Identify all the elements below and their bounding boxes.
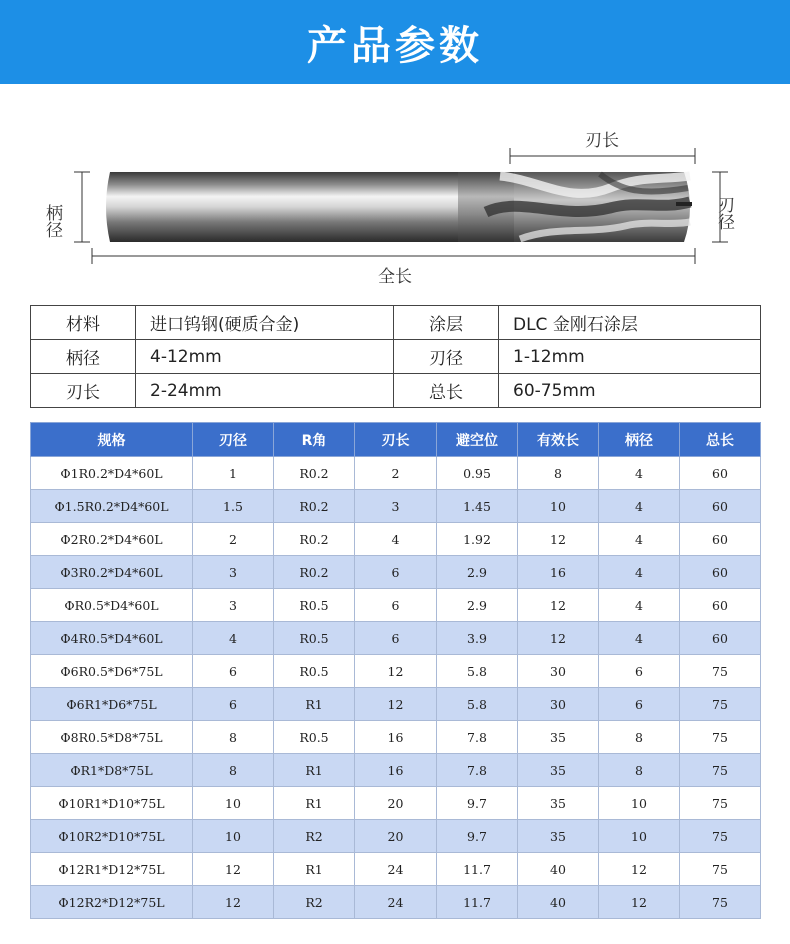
table-cell: 5.8 <box>437 688 518 721</box>
table-cell: 30 <box>518 655 599 688</box>
header-banner <box>0 0 790 84</box>
table-cell: 75 <box>680 886 761 919</box>
table-cell: 2 <box>355 457 437 490</box>
shank-dia-label: 柄径 <box>42 204 62 238</box>
table-cell: 60 <box>680 589 761 622</box>
table-cell: 2 <box>193 523 274 556</box>
table-cell: 6 <box>355 556 437 589</box>
table-cell: 3 <box>193 589 274 622</box>
table-cell: Φ10R2*D10*75L <box>31 820 193 853</box>
spec-value: 进口钨钢(硬质合金) <box>136 306 394 340</box>
table-cell: 24 <box>355 853 437 886</box>
table-cell: 8 <box>599 754 680 787</box>
table-cell: 75 <box>680 853 761 886</box>
table-cell: 3 <box>355 490 437 523</box>
table-row <box>31 853 761 886</box>
table-cell: 6 <box>599 655 680 688</box>
table-cell: R0.5 <box>274 622 355 655</box>
table-body <box>31 457 761 919</box>
spec-key: 刃长 <box>31 374 136 408</box>
table-cell: 10 <box>518 490 599 523</box>
table-cell: 1.45 <box>437 490 518 523</box>
table-cell: ΦR1*D8*75L <box>31 754 193 787</box>
table-cell: 8 <box>193 754 274 787</box>
table-cell: 6 <box>355 622 437 655</box>
column-header: 刃径 <box>193 423 274 457</box>
table-cell: 35 <box>518 787 599 820</box>
table-cell: 2.9 <box>437 556 518 589</box>
table-cell: R0.5 <box>274 721 355 754</box>
table-cell: 5.8 <box>437 655 518 688</box>
table-cell: 60 <box>680 556 761 589</box>
column-header: 总长 <box>680 423 761 457</box>
column-header: 有效长 <box>518 423 599 457</box>
table-cell: 16 <box>355 721 437 754</box>
spec-value: 2-24mm <box>136 374 394 408</box>
table-cell: 35 <box>518 820 599 853</box>
table-cell: 75 <box>680 655 761 688</box>
table-cell: Φ8R0.5*D8*75L <box>31 721 193 754</box>
spec-key: 材料 <box>31 306 136 340</box>
table-cell: 12 <box>599 853 680 886</box>
tool-shank <box>106 172 460 242</box>
table-cell: 2.9 <box>437 589 518 622</box>
spec-value: DLC 金刚石涂层 <box>499 306 761 340</box>
table-cell: 20 <box>355 787 437 820</box>
table-cell: 75 <box>680 820 761 853</box>
table-cell: 12 <box>518 589 599 622</box>
table-cell: R1 <box>274 754 355 787</box>
table-cell: 9.7 <box>437 787 518 820</box>
tool-tip-notch <box>676 202 692 206</box>
table-cell: Φ6R0.5*D6*75L <box>31 655 193 688</box>
table-row <box>31 655 761 688</box>
table-cell: 35 <box>518 721 599 754</box>
spec-value: 4-12mm <box>136 340 394 374</box>
table-cell: Φ12R1*D12*75L <box>31 853 193 886</box>
table-cell: 10 <box>599 820 680 853</box>
spec-key: 总长 <box>394 374 499 408</box>
table-cell: 24 <box>355 886 437 919</box>
table-row <box>31 886 761 919</box>
table-row <box>31 523 761 556</box>
table-cell: 4 <box>193 622 274 655</box>
table-cell: 4 <box>355 523 437 556</box>
table-cell: 75 <box>680 688 761 721</box>
blade-dia-label: 刃径 <box>714 196 734 230</box>
table-cell: 9.7 <box>437 820 518 853</box>
table-cell: Φ3R0.2*D4*60L <box>31 556 193 589</box>
table-cell: 40 <box>518 886 599 919</box>
spec-value: 1-12mm <box>499 340 761 374</box>
table-cell: 4 <box>599 622 680 655</box>
table-cell: 7.8 <box>437 754 518 787</box>
table-cell: 4 <box>599 589 680 622</box>
spec-row <box>31 340 761 374</box>
table-cell: 11.7 <box>437 886 518 919</box>
table-cell: 4 <box>599 457 680 490</box>
spec-key: 刃径 <box>394 340 499 374</box>
table-cell: 40 <box>518 853 599 886</box>
table-cell: R0.2 <box>274 457 355 490</box>
table-cell: 1.5 <box>193 490 274 523</box>
table-cell: 6 <box>355 589 437 622</box>
table-cell: 11.7 <box>437 853 518 886</box>
table-cell: 12 <box>518 523 599 556</box>
table-cell: 12 <box>518 622 599 655</box>
table-cell: 75 <box>680 787 761 820</box>
table-cell: 12 <box>193 886 274 919</box>
table-cell: Φ1R0.2*D4*60L <box>31 457 193 490</box>
table-cell: 60 <box>680 622 761 655</box>
table-row <box>31 622 761 655</box>
table-cell: Φ12R2*D12*75L <box>31 886 193 919</box>
table-cell: 1.92 <box>437 523 518 556</box>
table-cell: 10 <box>193 787 274 820</box>
table-row <box>31 688 761 721</box>
table-row <box>31 754 761 787</box>
table-cell: ΦR0.5*D4*60L <box>31 589 193 622</box>
table-cell: 4 <box>599 523 680 556</box>
table-cell: 75 <box>680 721 761 754</box>
blade-length-label: 刃长 <box>585 131 619 151</box>
table-cell: 12 <box>193 853 274 886</box>
column-header: 规格 <box>31 423 193 457</box>
spec-row <box>31 374 761 408</box>
table-row <box>31 556 761 589</box>
table-cell: R0.2 <box>274 523 355 556</box>
table-cell: R0.2 <box>274 490 355 523</box>
table-cell: 60 <box>680 490 761 523</box>
column-header: 柄径 <box>599 423 680 457</box>
table-cell: R0.5 <box>274 655 355 688</box>
table-cell: 10 <box>193 820 274 853</box>
table-row <box>31 490 761 523</box>
table-cell: Φ1.5R0.2*D4*60L <box>31 490 193 523</box>
table-cell: 16 <box>355 754 437 787</box>
table-cell: 12 <box>599 886 680 919</box>
spec-row <box>31 306 761 340</box>
spec-key: 柄径 <box>31 340 136 374</box>
spec-summary-table <box>30 305 761 408</box>
table-cell: 6 <box>193 655 274 688</box>
table-cell: R1 <box>274 787 355 820</box>
spec-value: 60-75mm <box>499 374 761 408</box>
table-cell: 30 <box>518 688 599 721</box>
end-mill-diagram <box>0 84 790 300</box>
table-cell: 8 <box>518 457 599 490</box>
column-header: 避空位 <box>437 423 518 457</box>
table-cell: 60 <box>680 523 761 556</box>
table-cell: 6 <box>193 688 274 721</box>
page-title: 产品参数 <box>307 22 483 69</box>
table-cell: 6 <box>599 688 680 721</box>
table-cell: R1 <box>274 688 355 721</box>
table-cell: R0.5 <box>274 589 355 622</box>
table-row <box>31 787 761 820</box>
table-cell: 3.9 <box>437 622 518 655</box>
table-cell: Φ4R0.5*D4*60L <box>31 622 193 655</box>
table-cell: R1 <box>274 853 355 886</box>
table-cell: 12 <box>355 655 437 688</box>
table-cell: 8 <box>193 721 274 754</box>
table-cell: 20 <box>355 820 437 853</box>
table-cell: R2 <box>274 886 355 919</box>
table-row <box>31 721 761 754</box>
table-cell: 35 <box>518 754 599 787</box>
table-cell: 0.95 <box>437 457 518 490</box>
parameter-table <box>30 422 761 919</box>
table-cell: R0.2 <box>274 556 355 589</box>
table-cell: R2 <box>274 820 355 853</box>
table-cell: 10 <box>599 787 680 820</box>
table-cell: 60 <box>680 457 761 490</box>
overall-length-label: 全长 <box>378 267 412 287</box>
table-cell: 12 <box>355 688 437 721</box>
spec-key: 涂层 <box>394 306 499 340</box>
table-row <box>31 820 761 853</box>
end-mill-tool <box>106 172 692 242</box>
table-header-row <box>31 423 761 457</box>
table-cell: 3 <box>193 556 274 589</box>
table-row <box>31 589 761 622</box>
table-cell: 75 <box>680 754 761 787</box>
table-cell: 4 <box>599 556 680 589</box>
table-cell: Φ10R1*D10*75L <box>31 787 193 820</box>
table-cell: 1 <box>193 457 274 490</box>
table-row <box>31 457 761 490</box>
table-cell: 8 <box>599 721 680 754</box>
column-header: 刃长 <box>355 423 437 457</box>
table-cell: Φ2R0.2*D4*60L <box>31 523 193 556</box>
column-header: R角 <box>274 423 355 457</box>
table-cell: 7.8 <box>437 721 518 754</box>
table-cell: Φ6R1*D6*75L <box>31 688 193 721</box>
table-cell: 4 <box>599 490 680 523</box>
table-cell: 16 <box>518 556 599 589</box>
